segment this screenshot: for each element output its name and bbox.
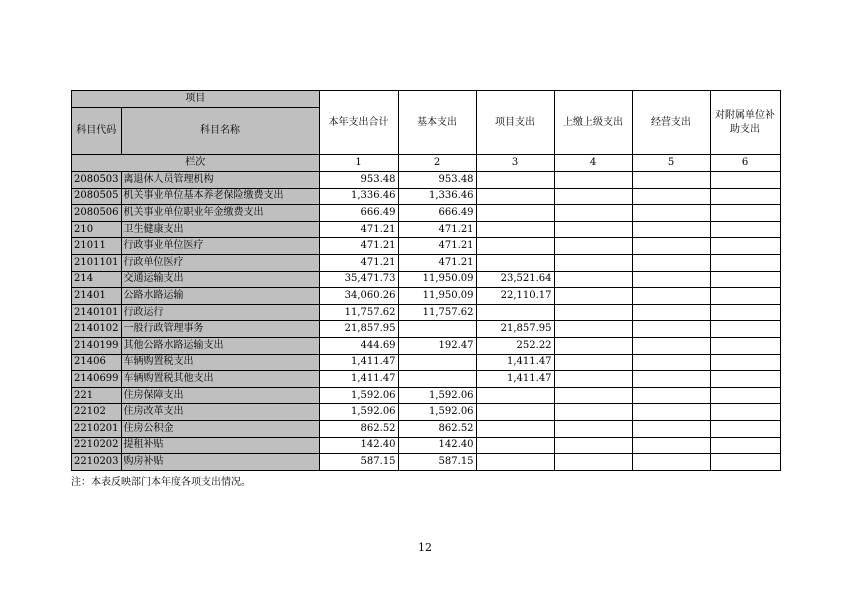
amount-cell-col-5 — [632, 304, 710, 321]
amount-cell-col-4 — [554, 238, 632, 255]
subject-code-cell: 21406 — [72, 354, 122, 371]
amount-cell-col-5 — [632, 271, 710, 288]
table-row — [72, 304, 781, 321]
subject-code-cell: 2101101 — [72, 254, 122, 271]
amount-cell-col-3 — [476, 221, 554, 238]
subject-code-cell: 2140102 — [72, 321, 122, 338]
amount-cell-col-4 — [554, 304, 632, 321]
amount-cell-col-6 — [710, 304, 780, 321]
amount-cell-col-3: 1,411.47 — [476, 354, 554, 371]
table-row — [72, 271, 781, 288]
table-row — [72, 437, 781, 454]
amount-cell-col-6 — [710, 437, 780, 454]
subject-name-cell: 行政单位医疗 — [121, 254, 319, 271]
subject-code-cell: 22102 — [72, 404, 122, 421]
amount-cell-col-2: 471.21 — [398, 254, 476, 271]
header-code: 科目代码 — [72, 108, 122, 155]
amount-cell-col-1: 471.21 — [319, 221, 398, 238]
amount-cell-col-2 — [398, 354, 476, 371]
amount-cell-col-4 — [554, 371, 632, 388]
amount-cell-col-4 — [554, 420, 632, 437]
amount-cell-col-4 — [554, 454, 632, 471]
row-index-4: 4 — [554, 155, 632, 172]
amount-cell-col-3: 23,521.64 — [476, 271, 554, 288]
amount-cell-col-1: 862.52 — [319, 420, 398, 437]
amount-cell-col-1: 471.21 — [319, 238, 398, 255]
amount-cell-col-3 — [476, 254, 554, 271]
amount-cell-col-3 — [476, 420, 554, 437]
subject-code-cell: 2210203 — [72, 454, 122, 471]
table-row — [72, 404, 781, 421]
amount-cell-col-6 — [710, 387, 780, 404]
table-row — [72, 254, 781, 271]
amount-cell-col-6 — [710, 221, 780, 238]
amount-cell-col-1: 666.49 — [319, 205, 398, 222]
amount-cell-col-4 — [554, 172, 632, 189]
table-row — [72, 321, 781, 338]
amount-cell-col-2: 11,950.09 — [398, 271, 476, 288]
subject-name-cell: 行政事业单位医疗 — [121, 238, 319, 255]
table-row — [72, 205, 781, 222]
amount-cell-col-6 — [710, 238, 780, 255]
amount-cell-col-6 — [710, 454, 780, 471]
subject-code-cell: 2080505 — [72, 188, 122, 205]
amount-cell-col-4 — [554, 321, 632, 338]
subject-name-cell: 车辆购置税支出 — [121, 354, 319, 371]
col-header-basic: 基本支出 — [398, 91, 476, 155]
amount-cell-col-3: 21,857.95 — [476, 321, 554, 338]
amount-cell-col-5 — [632, 172, 710, 189]
amount-cell-col-1: 1,336.46 — [319, 188, 398, 205]
subject-name-cell: 公路水路运输 — [121, 288, 319, 305]
amount-cell-col-2: 862.52 — [398, 420, 476, 437]
col-header-subsidiary: 对附属单位补助支出 — [710, 91, 780, 155]
amount-cell-col-6 — [710, 288, 780, 305]
amount-cell-col-2: 142.40 — [398, 437, 476, 454]
table-row — [72, 387, 781, 404]
amount-cell-col-4 — [554, 271, 632, 288]
amount-cell-col-1: 1,411.47 — [319, 371, 398, 388]
amount-cell-col-5 — [632, 254, 710, 271]
amount-cell-col-5 — [632, 205, 710, 222]
subject-code-cell: 2140101 — [72, 304, 122, 321]
amount-cell-col-5 — [632, 238, 710, 255]
subject-code-cell: 2140199 — [72, 337, 122, 354]
amount-cell-col-4 — [554, 188, 632, 205]
amount-cell-col-1: 1,411.47 — [319, 354, 398, 371]
amount-cell-col-3: 1,411.47 — [476, 371, 554, 388]
amount-cell-col-1: 142.40 — [319, 437, 398, 454]
amount-cell-col-5 — [632, 387, 710, 404]
amount-cell-col-3 — [476, 387, 554, 404]
amount-cell-col-2: 666.49 — [398, 205, 476, 222]
amount-cell-col-3 — [476, 454, 554, 471]
amount-cell-col-4 — [554, 288, 632, 305]
subject-name-cell: 离退休人员管理机构 — [121, 172, 319, 189]
amount-cell-col-6 — [710, 321, 780, 338]
amount-cell-col-2: 471.21 — [398, 221, 476, 238]
subject-code-cell: 221 — [72, 387, 122, 404]
amount-cell-col-2: 192.47 — [398, 337, 476, 354]
amount-cell-col-5 — [632, 321, 710, 338]
amount-cell-col-1: 444.69 — [319, 337, 398, 354]
amount-cell-col-4 — [554, 221, 632, 238]
amount-cell-col-1: 21,857.95 — [319, 321, 398, 338]
table-row — [72, 337, 781, 354]
amount-cell-col-5 — [632, 371, 710, 388]
table-row — [72, 238, 781, 255]
amount-cell-col-6 — [710, 271, 780, 288]
amount-cell-col-4 — [554, 387, 632, 404]
row-index-5: 5 — [632, 155, 710, 172]
amount-cell-col-4 — [554, 404, 632, 421]
amount-cell-col-1: 953.48 — [319, 172, 398, 189]
page-number: 12 — [418, 541, 432, 554]
subject-name-cell: 住房改革支出 — [121, 404, 319, 421]
amount-cell-col-6 — [710, 254, 780, 271]
amount-cell-col-2 — [398, 371, 476, 388]
amount-cell-col-3 — [476, 172, 554, 189]
amount-cell-col-6 — [710, 188, 780, 205]
amount-cell-col-2 — [398, 321, 476, 338]
amount-cell-col-5 — [632, 221, 710, 238]
amount-cell-col-3 — [476, 304, 554, 321]
amount-cell-col-3 — [476, 238, 554, 255]
subject-name-cell: 行政运行 — [121, 304, 319, 321]
table-row — [72, 188, 781, 205]
subject-name-cell: 住房公积金 — [121, 420, 319, 437]
subject-code-cell: 2080503 — [72, 172, 122, 189]
header-name: 科目名称 — [121, 108, 319, 155]
amount-cell-col-2: 471.21 — [398, 238, 476, 255]
table-note: 注：本表反映部门本年度各项支出情况。 — [71, 477, 251, 488]
amount-cell-col-6 — [710, 337, 780, 354]
amount-cell-col-5 — [632, 188, 710, 205]
subject-name-cell: 交通运输支出 — [121, 271, 319, 288]
table-row — [72, 420, 781, 437]
subject-name-cell: 提租补贴 — [121, 437, 319, 454]
subject-code-cell: 21011 — [72, 238, 122, 255]
amount-cell-col-1: 471.21 — [319, 254, 398, 271]
amount-cell-col-5 — [632, 454, 710, 471]
row-index-3: 3 — [476, 155, 554, 172]
amount-cell-col-1: 11,757.62 — [319, 304, 398, 321]
amount-cell-col-5 — [632, 354, 710, 371]
amount-cell-col-5 — [632, 420, 710, 437]
subject-name-cell: 购房补贴 — [121, 454, 319, 471]
table-row — [72, 221, 781, 238]
header-group-item: 项目 — [72, 91, 320, 108]
amount-cell-col-5 — [632, 288, 710, 305]
subject-code-cell: 21401 — [72, 288, 122, 305]
subject-name-cell: 其他公路水路运输支出 — [121, 337, 319, 354]
subject-name-cell: 一般行政管理事务 — [121, 321, 319, 338]
table-row — [72, 288, 781, 305]
amount-cell-col-4 — [554, 337, 632, 354]
amount-cell-col-1: 34,060.26 — [319, 288, 398, 305]
amount-cell-col-2: 11,950.09 — [398, 288, 476, 305]
amount-cell-col-4 — [554, 205, 632, 222]
amount-cell-col-3: 22,110.17 — [476, 288, 554, 305]
amount-cell-col-4 — [554, 354, 632, 371]
subject-name-cell: 机关事业单位职业年金缴费支出 — [121, 205, 319, 222]
row-index-1: 1 — [319, 155, 398, 172]
amount-cell-col-4 — [554, 437, 632, 454]
amount-cell-col-1: 1,592.06 — [319, 404, 398, 421]
amount-cell-col-1: 1,592.06 — [319, 387, 398, 404]
amount-cell-col-5 — [632, 404, 710, 421]
row-index-6: 6 — [710, 155, 780, 172]
amount-cell-col-1: 587.15 — [319, 454, 398, 471]
amount-cell-col-5 — [632, 437, 710, 454]
amount-cell-col-6 — [710, 205, 780, 222]
col-header-remit-superior: 上缴上级支出 — [554, 91, 632, 155]
col-header-operating: 经营支出 — [632, 91, 710, 155]
amount-cell-col-3 — [476, 437, 554, 454]
subject-code-cell: 2210202 — [72, 437, 122, 454]
amount-cell-col-3 — [476, 205, 554, 222]
row-index-2: 2 — [398, 155, 476, 172]
amount-cell-col-6 — [710, 404, 780, 421]
table-row — [72, 454, 781, 471]
subject-name-cell: 卫生健康支出 — [121, 221, 319, 238]
subject-code-cell: 210 — [72, 221, 122, 238]
subject-name-cell: 住房保障支出 — [121, 387, 319, 404]
subject-code-cell: 2140699 — [72, 371, 122, 388]
table-row — [72, 172, 781, 189]
amount-cell-col-3: 252.22 — [476, 337, 554, 354]
col-header-project: 项目支出 — [476, 91, 554, 155]
expenditure-table — [71, 90, 781, 471]
subject-code-cell: 214 — [72, 271, 122, 288]
amount-cell-col-4 — [554, 254, 632, 271]
row-index-label: 栏次 — [72, 155, 320, 172]
subject-name-cell: 车辆购置税其他支出 — [121, 371, 319, 388]
amount-cell-col-2: 953.48 — [398, 172, 476, 189]
amount-cell-col-2: 1,592.06 — [398, 387, 476, 404]
amount-cell-col-6 — [710, 354, 780, 371]
subject-code-cell: 2080506 — [72, 205, 122, 222]
amount-cell-col-2: 587.15 — [398, 454, 476, 471]
amount-cell-col-2: 1,592.06 — [398, 404, 476, 421]
amount-cell-col-3 — [476, 404, 554, 421]
subject-name-cell: 机关事业单位基本养老保险缴费支出 — [121, 188, 319, 205]
subject-code-cell: 2210201 — [72, 420, 122, 437]
amount-cell-col-2: 1,336.46 — [398, 188, 476, 205]
table-row — [72, 354, 781, 371]
amount-cell-col-6 — [710, 172, 780, 189]
amount-cell-col-1: 35,471.73 — [319, 271, 398, 288]
amount-cell-col-6 — [710, 371, 780, 388]
amount-cell-col-6 — [710, 420, 780, 437]
amount-cell-col-3 — [476, 188, 554, 205]
amount-cell-col-2: 11,757.62 — [398, 304, 476, 321]
table-row — [72, 371, 781, 388]
col-header-total: 本年支出合计 — [319, 91, 398, 155]
amount-cell-col-5 — [632, 337, 710, 354]
